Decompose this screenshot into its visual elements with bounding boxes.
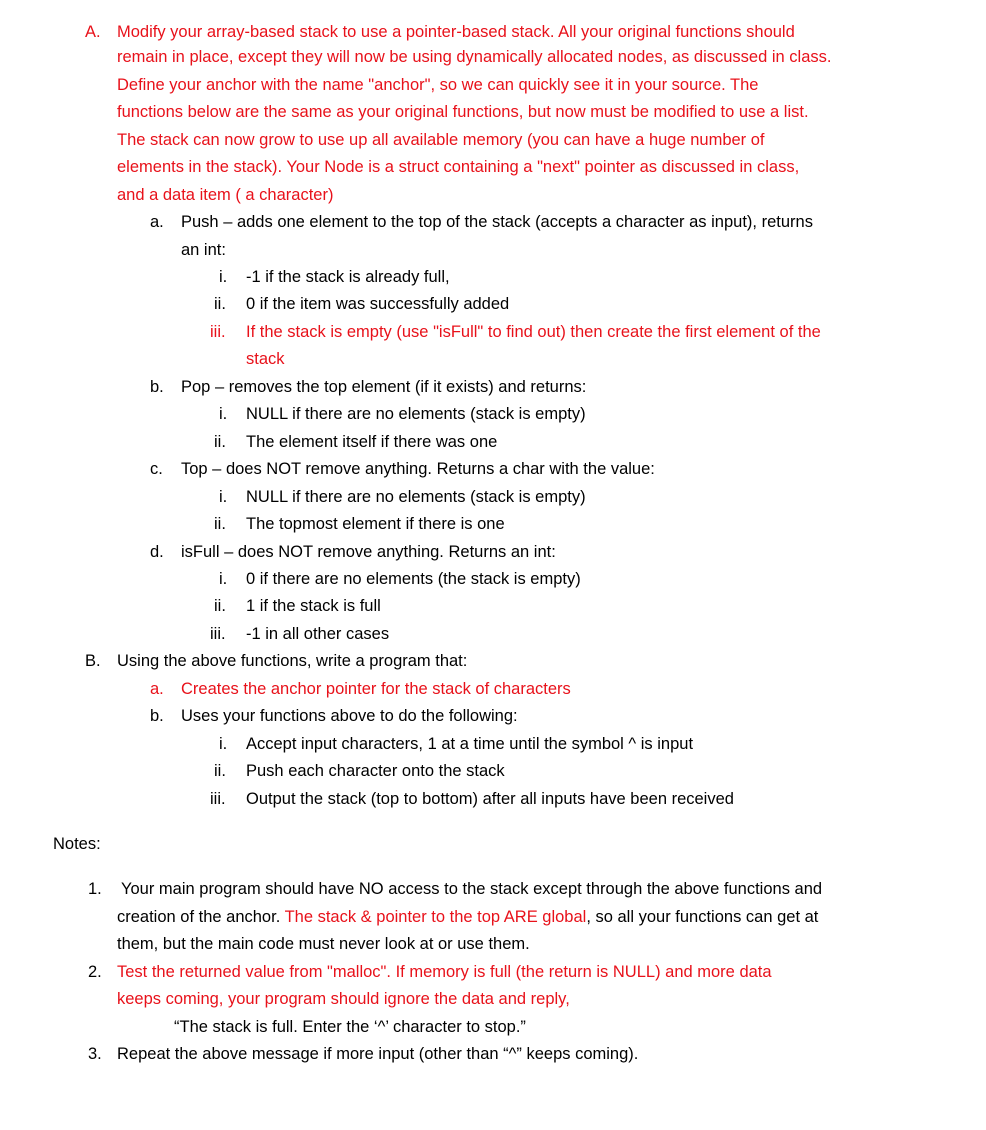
part-a-intro-line: Define your anchor with the name "anchor", so we can quickly see it in your source. The [117, 76, 759, 94]
note-1-text: creation of the anchor. [117, 908, 285, 926]
pop-item-text: NULL if there are no elements (stack is empty) [246, 405, 586, 423]
part-b-b-text: Uses your functions above to do the following: [181, 707, 518, 725]
top-item-text: NULL if there are no elements (stack is empty) [246, 488, 586, 506]
part-b-item-marker: iii. [210, 790, 226, 808]
push-description-cont: an int: [181, 241, 226, 259]
push-item-marker: ii. [214, 295, 226, 313]
note-1-text: , so all your functions can get at [586, 908, 819, 926]
notes-title: Notes: [53, 835, 101, 853]
part-a-intro-line: Modify your array-based stack to use a pointer-based stack. All your original functions should [117, 23, 795, 41]
part-a-intro-line: elements in the stack). Your Node is a struct containing a "next" pointer as discussed in class, [117, 158, 800, 176]
pop-item-marker: i. [219, 405, 228, 423]
isfull-item-text: 0 if there are no elements (the stack is empty) [246, 570, 581, 588]
note-3-text: Repeat the above message if more input (other than “^” keeps coming). [117, 1045, 639, 1063]
pop-marker: b. [150, 378, 164, 396]
stack-full-message: “The stack is full. Enter the ‘^’ character to stop.” [174, 1018, 526, 1036]
part-a-intro-line: functions below are the same as your original functions, but now must be modified to use a list. [117, 103, 809, 121]
note-2-line: keeps coming, your program should ignore the data and reply, [117, 990, 570, 1008]
isfull-description: isFull – does NOT remove anything. Returns an int: [181, 543, 556, 561]
push-item-text: 0 if the item was successfully added [246, 295, 510, 313]
part-b-item-text: Accept input characters, 1 at a time until the symbol ^ is input [246, 735, 694, 753]
top-marker: c. [150, 460, 163, 478]
push-item-text: If the stack is empty (use "isFull" to find out) then create the first element of the [246, 323, 821, 341]
pop-item-marker: ii. [214, 433, 226, 451]
part-b-a-marker: a. [150, 680, 164, 698]
top-item-marker: i. [219, 488, 228, 506]
isfull-item-text: -1 in all other cases [246, 625, 390, 643]
pop-description: Pop – removes the top element (if it exists) and returns: [181, 378, 587, 396]
top-description: Top – does NOT remove anything. Returns a char with the value: [181, 460, 655, 478]
part-b-description: Using the above functions, write a program that: [117, 652, 468, 670]
top-item-marker: ii. [214, 515, 226, 533]
part-a-intro-line: remain in place, except they will now be using dynamically allocated nodes, as discussed in class. [117, 48, 832, 66]
pop-item-text: The element itself if there was one [246, 433, 498, 451]
note-1-line: Your main program should have NO access to the stack except through the above functions and [121, 880, 823, 898]
note-1-line-mixed [117, 907, 818, 927]
note-1-highlight: The stack & pointer to the top ARE global [284, 908, 587, 926]
note-3-marker: 3. [88, 1045, 102, 1063]
push-item-text: -1 if the stack is already full, [246, 268, 450, 286]
part-b-a-text: Creates the anchor pointer for the stack of characters [181, 680, 571, 698]
part-a-marker: A. [85, 23, 101, 41]
part-b-item-text: Push each character onto the stack [246, 762, 505, 780]
note-2-marker: 2. [88, 963, 102, 981]
part-b-item-marker: i. [219, 735, 228, 753]
push-marker: a. [150, 213, 164, 231]
top-item-text: The topmost element if there is one [246, 515, 505, 533]
part-a-intro-line: and a data item ( a character) [117, 186, 334, 204]
part-a-intro-line: The stack can now grow to use up all available memory (you can have a huge number of [117, 131, 765, 149]
push-item-text-cont: stack [246, 350, 285, 368]
part-b-item-marker: ii. [214, 762, 226, 780]
push-description: Push – adds one element to the top of the stack (accepts a character as input), returns [181, 213, 813, 231]
isfull-item-text: 1 if the stack is full [246, 597, 381, 615]
push-item-marker: i. [219, 268, 228, 286]
isfull-item-marker: ii. [214, 597, 226, 615]
isfull-marker: d. [150, 543, 164, 561]
isfull-item-marker: iii. [210, 625, 226, 643]
part-b-b-marker: b. [150, 707, 164, 725]
push-item-marker: iii. [210, 323, 226, 341]
part-b-item-text: Output the stack (top to bottom) after all inputs have been received [246, 790, 734, 808]
note-1-marker: 1. [88, 880, 102, 898]
note-2-line: Test the returned value from "malloc". If memory is full (the return is NULL) and more data [117, 963, 772, 981]
part-b-marker: B. [85, 652, 101, 670]
note-1-line: them, but the main code must never look at or use them. [117, 935, 530, 953]
isfull-item-marker: i. [219, 570, 228, 588]
